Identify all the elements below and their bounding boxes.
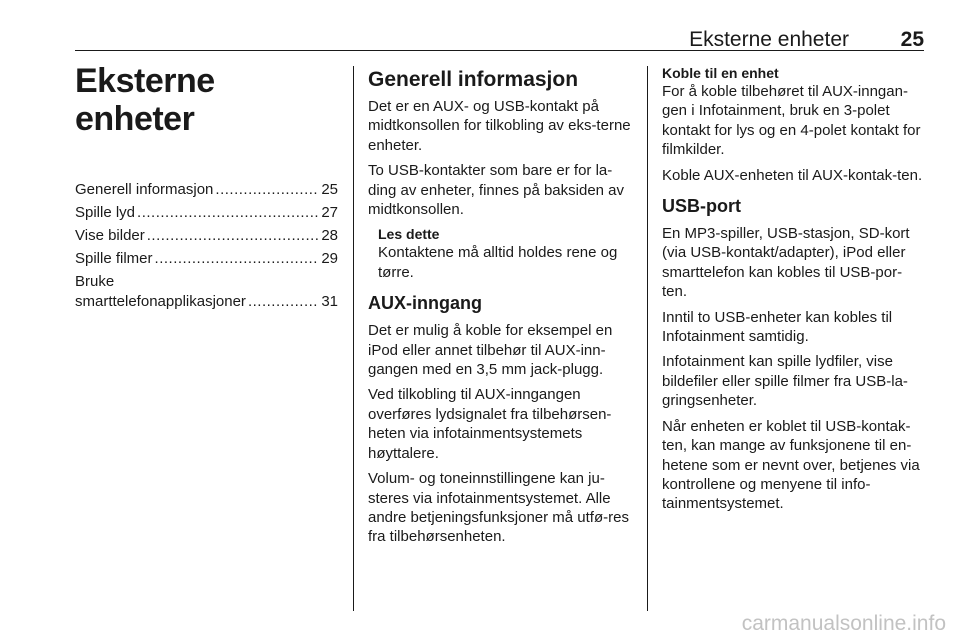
toc-item[interactable] [75, 226, 338, 246]
note-box [368, 225, 632, 282]
note-title: Les dette [378, 226, 440, 243]
toc-leader [155, 249, 320, 269]
paragraph: Det er en AUX- og USB-kontakt på midtkonsollen for tilkobling av eks-terne enheter. [368, 98, 631, 154]
column-divider [647, 66, 648, 611]
toc-leader [137, 203, 319, 223]
paragraph: Når enheten er koblet til USB-kontak-ten, kan mange av funksjonene til en-hetene som er nevnt over, betjenes via kontrollene og menyene til info-tainmentsystemet. [662, 417, 920, 513]
column-general-info [368, 62, 632, 553]
toc-label: Spille filmer [75, 250, 153, 268]
paragraph: Det er mulig å koble for eksempel en iPod eller annet tilbehør til AUX-inn-gangen med en 3,5 mm jack-plugg. [368, 322, 613, 379]
toc-label-line1: Bruke [75, 273, 115, 291]
table-of-contents [75, 180, 338, 312]
page-header [75, 26, 924, 50]
toc-item[interactable] [75, 203, 338, 223]
toc-page: 31 [321, 292, 338, 310]
section-heading-usb-port: USB-port [662, 196, 741, 217]
toc-page: 29 [321, 250, 338, 268]
column-divider [353, 66, 354, 611]
paragraph: En MP3-spiller, USB-stasjon, SD-kort (via USB-kontakt/adapter), iPod eller smarttelefon kan kobles til USB-por-ten. [662, 225, 910, 301]
toc-page: 28 [321, 227, 338, 245]
toc-label: Vise bilder [75, 227, 145, 245]
toc-label: smarttelefonapplikasjoner [75, 292, 246, 310]
toc-leader [248, 292, 319, 312]
page-number: 25 [900, 28, 924, 51]
toc-page: 25 [321, 181, 338, 198]
toc-page: 27 [321, 204, 338, 222]
header-rule [75, 50, 924, 51]
toc-item[interactable] [75, 272, 338, 311]
paragraph: Volum- og toneinnstillingene kan ju-steres via infotainmentsystemet. Alle andre betjeningsfunksjoner må utfø-res fra tilbehørsenheten. [368, 470, 629, 546]
section-heading-general-info: Generell informasjon [368, 68, 579, 91]
paragraph: To USB-kontakter som bare er for la-ding av enheter, finnes på baksiden av midtkonsollen. [368, 162, 625, 219]
running-title: Eksterne enheter [689, 28, 849, 51]
subheading-connect-device: Koble til en enhet [662, 65, 779, 81]
paragraph: Koble AUX-enheten til AUX-kontak-ten. [662, 166, 923, 184]
column-usb [662, 62, 926, 520]
column-toc [75, 62, 338, 315]
paragraph: Inntil to USB-enheter kan kobles til Infotainment samtidig. [662, 308, 893, 346]
toc-leader [147, 226, 320, 246]
toc-item[interactable] [75, 180, 338, 200]
note-text: Kontaktene må alltid holdes rene og tørre. [378, 244, 618, 281]
toc-item[interactable] [75, 249, 338, 269]
watermark-text: carmanualsonline.info [741, 612, 946, 635]
toc-label: Spille lyd [75, 204, 136, 222]
paragraph: Ved tilkobling til AUX-inngangen overføres lydsignalet fra tilbehørsen-heten via infotainmentsystemets høyttalere. [368, 386, 612, 462]
paragraph: Infotainment kan spille lydfiler, vise bildefiler eller spille filmer fra USB-la-gringsenheter. [662, 353, 908, 410]
toc-leader [215, 180, 319, 200]
section-heading-aux-input: AUX-inngang [368, 293, 482, 314]
paragraph: For å koble tilbehøret til AUX-inngan-gen i Infotainment, bruk en 3-polet kontakt for lys og en 4-polet kontakt for filmkilder. [662, 83, 921, 159]
chapter-title: Eksterne enheter [75, 62, 215, 138]
toc-label: Generell informasjon [75, 181, 214, 198]
